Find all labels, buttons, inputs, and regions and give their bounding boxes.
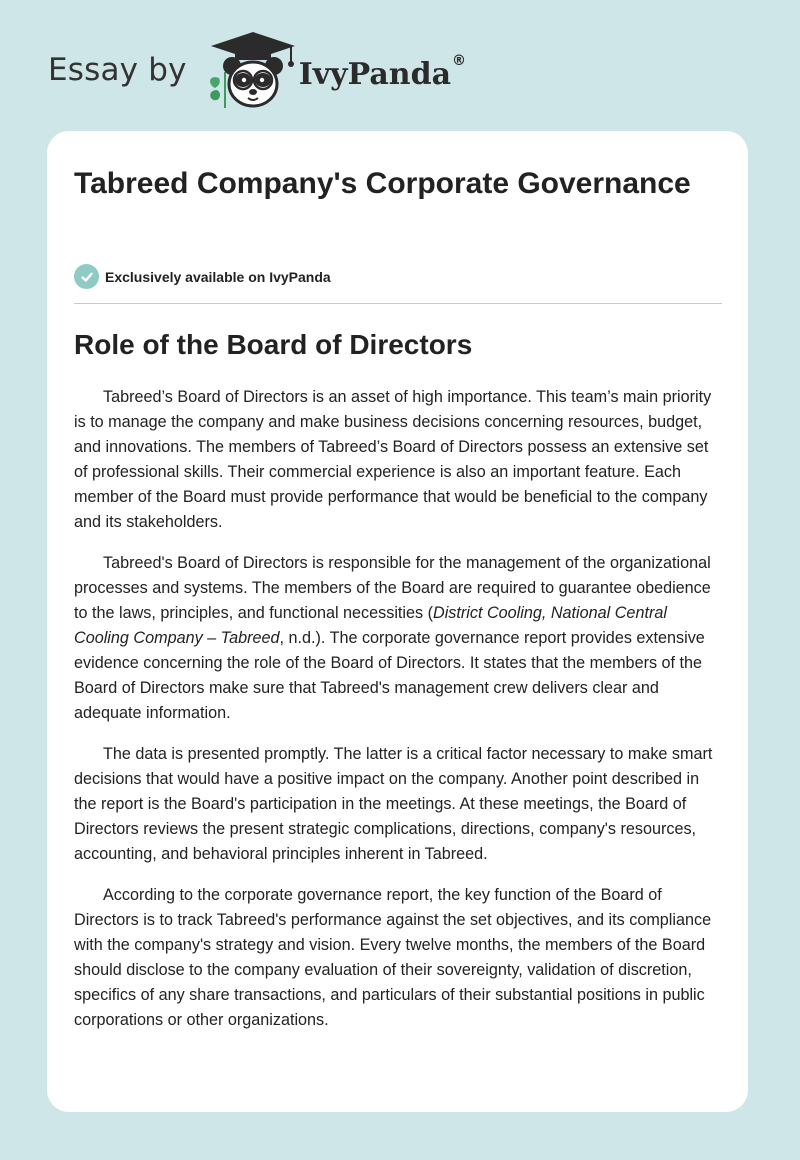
citation: District Cooling, National Central Cooling Company – Tabreed — [74, 604, 667, 647]
site-header — [48, 28, 466, 112]
brand-name: IvyPanda — [298, 56, 452, 92]
essay-by-label: Essay by — [48, 52, 187, 88]
essay-title: Tabreed Company's Corporate Governance — [74, 167, 691, 200]
paragraph-2-text-end: , n.d.). The corporate governance report provides extensive evidence concerning the role of the Board of Directors. It states that the members of the Board of Directors make sure that Tabreed's management crew delivers clear and adequate information. — [74, 629, 705, 722]
paragraph-2 — [74, 551, 722, 726]
registered-mark: ® — [452, 52, 467, 69]
paragraph-3: The data is presented promptly. The latter is a critical factor necessary to make smart decisions that would have a positive impact on the company. Another point described in the report is the Board's participation in the meetings. At these meetings, the Board of Directors reviews the present strategic complications, directions, company's resources, accounting, and behavioral principles inherent in Tabreed. — [74, 745, 713, 863]
exclusive-badge — [74, 264, 331, 289]
ivypanda-logo-link[interactable] — [205, 28, 466, 112]
section-heading: Role of the Board of Directors — [74, 329, 473, 360]
check-circle-icon — [74, 264, 99, 289]
divider — [74, 303, 722, 304]
paragraph-2-text-start: Tabreed's Board of Directors is responsible for the management of the organizational processes and systems. The members of the Board are required to guarantee obedience to the laws, principles, and functional necessities ( — [74, 554, 711, 622]
panda-graduation-cap-logo-icon — [205, 28, 301, 112]
paragraph-4: According to the corporate governance report, the key function of the Board of Directors is to track Tabreed's performance against the set objectives, and its compliance with the company's strategy and vision. Every twelve months, the members of the Board should disclose to the company evaluation of their sovereignty, validation of discretion, specifics of any share transactions, and particulars of their substantial positions in public corporations or other organizations. — [74, 886, 712, 1029]
paragraph-1: Tabreed’s Board of Directors is an asset of high importance. This team’s main priority is to manage the company and make business decisions concerning resources, budget, and innovations. The members of Tabreed’s Board of Directors possess an extensive set of professional skills. Their commercial experience is also an important feature. Each member of the Board must provide performance that would be beneficial to the company and its stakeholders. — [74, 388, 712, 531]
essay-card — [47, 131, 748, 1112]
essay-body — [74, 385, 722, 1049]
exclusive-label: Exclusively available on IvyPanda — [105, 268, 331, 285]
brand-wordmark — [298, 52, 467, 92]
